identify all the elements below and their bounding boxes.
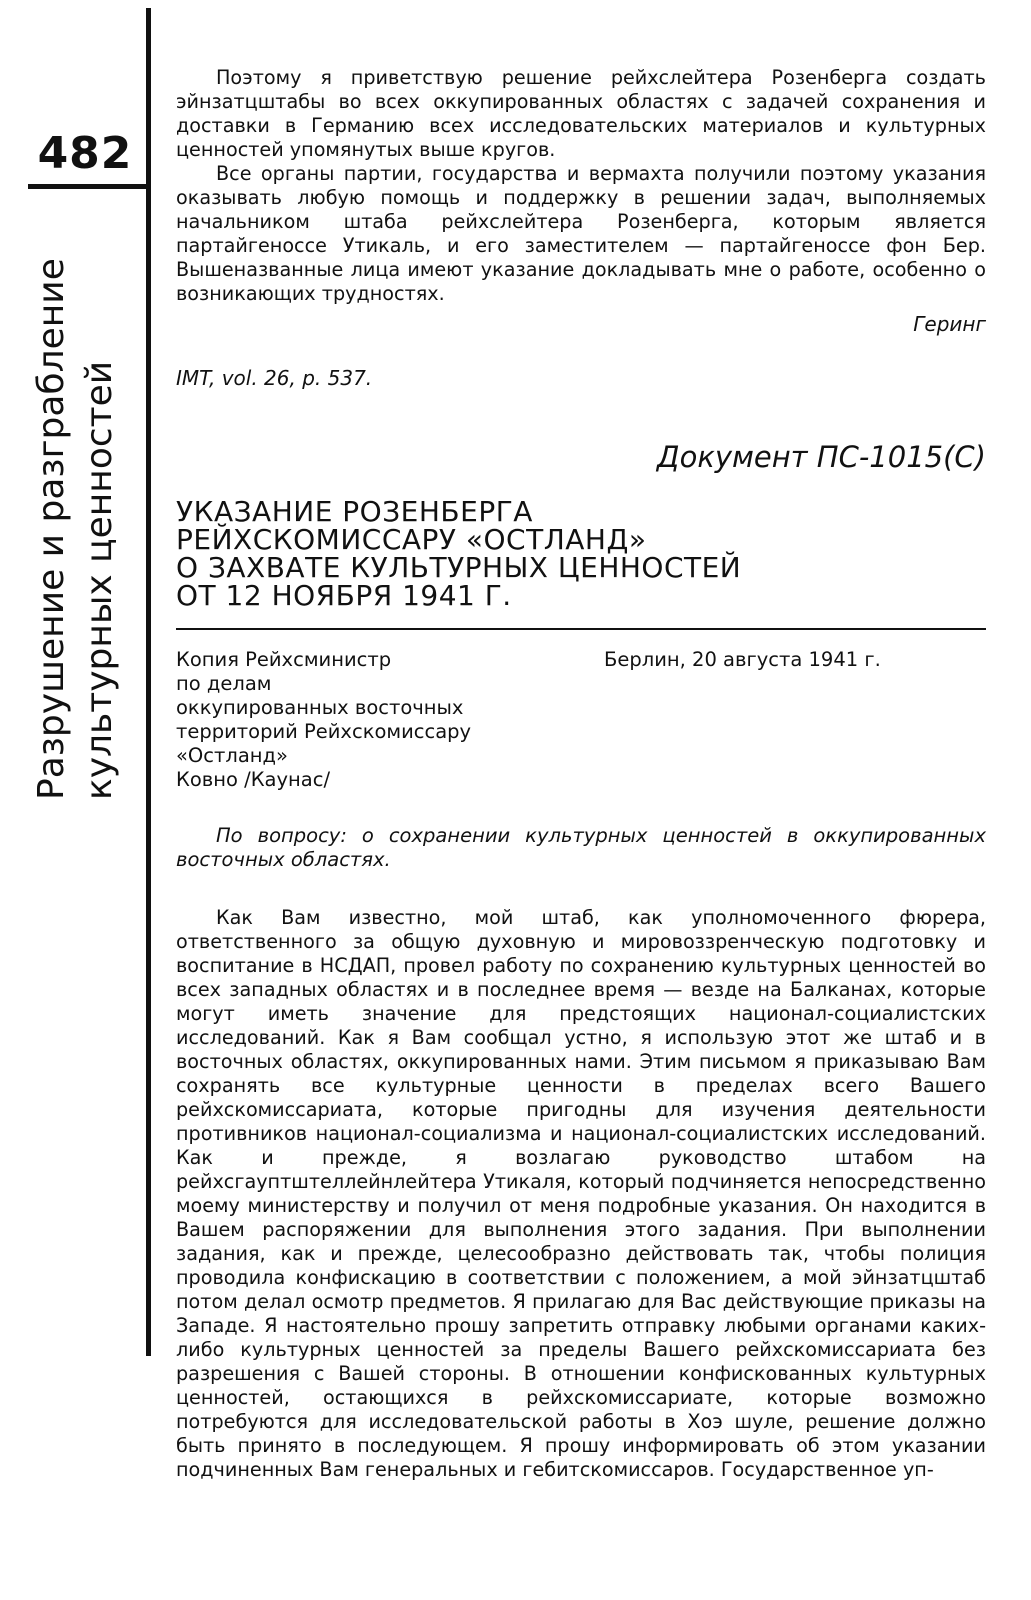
margin-rule-lower xyxy=(146,656,151,1356)
running-section-title xyxy=(28,258,124,800)
addressee-line5: «Остланд» xyxy=(176,744,288,767)
signature: Геринг xyxy=(913,312,986,336)
heading-line3: О ЗАХВАТЕ КУЛЬТУРНЫХ ЦЕННОСТЕЙ xyxy=(176,551,742,584)
subject-line: По вопросу: о сохранении культурных ценностей в оккупированных восточных областях. xyxy=(176,824,986,871)
addressee-line2: по делам xyxy=(176,672,272,695)
heading-line1: УКАЗАНИЕ РОЗЕНБЕРГА xyxy=(176,495,533,528)
addressee-line4: территорий Рейхскомиссару xyxy=(176,720,472,743)
running-title-line2: культурных ценностей xyxy=(79,360,120,800)
heading-line4: ОТ 12 НОЯБРЯ 1941 Г. xyxy=(176,579,512,612)
heading-rule xyxy=(176,628,986,630)
heading-line2: РЕЙХСКОМИССАРУ «ОСТЛАНД» xyxy=(176,523,647,556)
place-date: Берлин, 20 августа 1941 г. xyxy=(604,648,881,671)
body-paragraph: Как Вам известно, мой штаб, как уполномоченного фюрера, ответственного за общую духовную и мировоззренческую подготовку и воспитание в НСДАП, провел работу по сохранению культурных ценностей во всех западных областях и в последнее время — везде на Балканах, которые могут иметь значение для предстоящих национал-социалистских исследований. Как я Вам сообщал устно, я использую этот же штаб и в восточных областях, оккупированных нами. Этим письмом я приказываю Вам сохранять все культурные ценности в пределах всего Вашего рейхскомиссариата, которые пригодны для изучения деятельности противников национал-социализма и национал-социалистских исследований. Как и прежде, я возлагаю руководство штабом на рейхсгауптштеллейнлейтера Утикаля, который подчиняется непосредственно моему министерству и получил от меня подробные указания. Он находится в Вашем распоряжении для выполнения этого задания. При выполнении задания, как и прежде, целесообразно действовать так, чтобы полиция проводила конфискацию в соответствии с положением, а мой эйнзатцштаб потом делал осмотр предметов. Я прилагаю для Вас действующие приказы на Западе. Я настоятельно прошу запретить отправку любыми органами каких-либо культурных ценностей за пределы Вашего рейхскомиссариата без разрешения с Вашей стороны. В отношении конфискованных культурных ценностей, остающихся в рейхскомиссариате, которые возможно потребуются для исследовательской работы в Хоэ шуле, решение должно быть принято в последующем. Я прошу информировать об этом указании подчиненных Вам генеральных и гебитскомиссаров. Государственное уп- xyxy=(176,906,986,1481)
margin-rule xyxy=(146,8,151,656)
source-reference: IMT, vol. 26, p. 537. xyxy=(176,366,373,390)
document-label: Документ ПС-1015(С) xyxy=(656,440,986,474)
addressee-block xyxy=(176,648,576,792)
addressee-line6: Ковно /Каунас/ xyxy=(176,768,331,791)
running-title-line1: Разрушение и разграбление xyxy=(31,258,72,800)
page-number: 482 xyxy=(37,128,133,179)
addressee-line3: оккупированных восточных xyxy=(176,696,464,719)
top-text xyxy=(176,66,986,306)
document-heading xyxy=(176,495,986,612)
top-paragraph-1: Поэтому я приветствую решение рейхслейтера Розенберга создать эйнзатцштабы во всех оккупированных областях с задачей сохранения и доставки в Германию всех исследовательских материалов и культурных ценностей упомянутых выше кругов. xyxy=(176,66,986,161)
addressee-line1: Копия Рейхсминистр xyxy=(176,648,392,671)
body-text xyxy=(176,906,986,1482)
page-number-rule xyxy=(28,184,148,189)
top-paragraph-2: Все органы партии, государства и вермахта получили поэтому указания оказывать любую помощь и поддержку в решении задач, выполняемых начальником штаба рейхслейтера Розенберга, которым является партайгеноссе Утикаль, и его заместителем — партайгеноссе фон Бер. Вышеназванные лица имеют указание докладывать мне о работе, особенно о возникающих трудностях. xyxy=(176,162,986,305)
